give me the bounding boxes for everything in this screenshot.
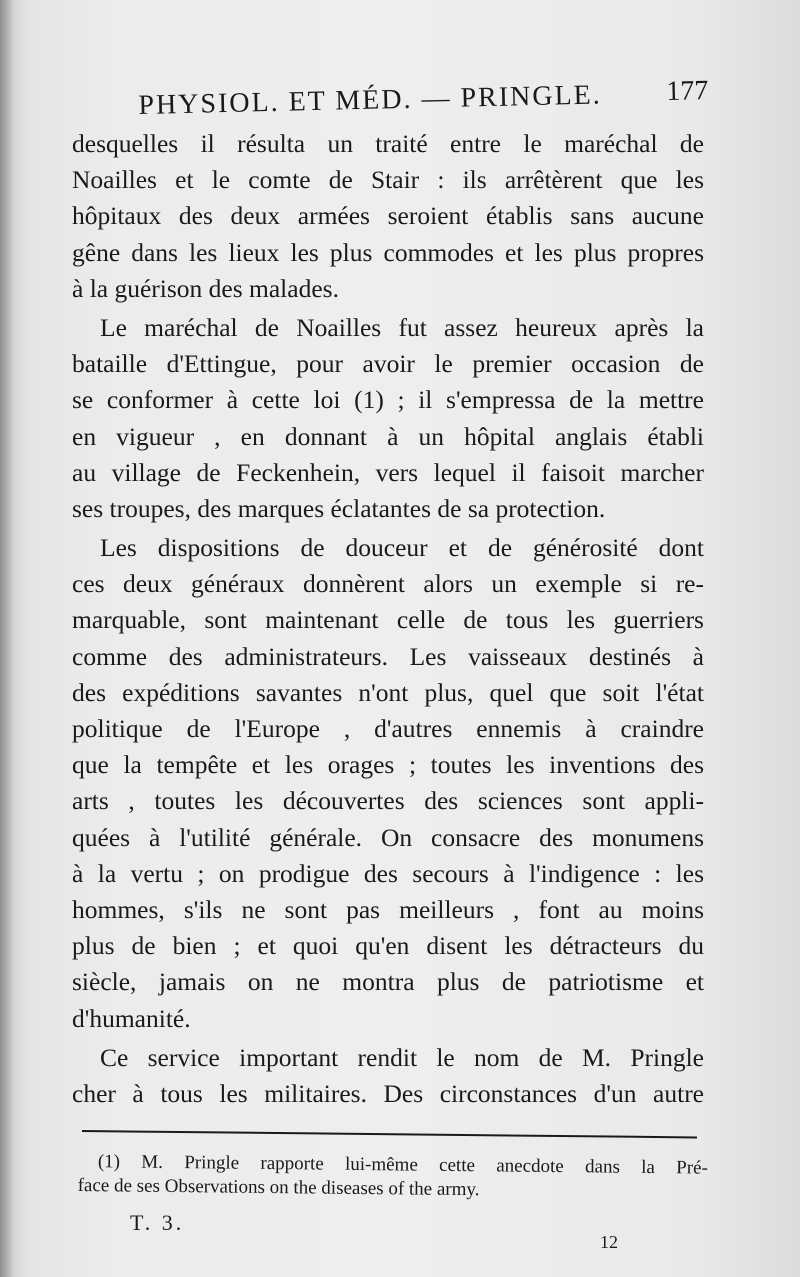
binding-shadow — [0, 0, 14, 1277]
text-line: se conformer à cette loi (1) ; il s'empressa de la mettre — [72, 385, 704, 415]
bottom-number: 12 — [600, 1232, 618, 1252]
footnotes — [77, 1150, 707, 1205]
text-line: en vigueur , en donnant à un hôpital anglais établi — [72, 421, 704, 451]
text-line: ces deux généraux donnèrent alors un exemple si re- — [72, 569, 704, 599]
text-line: bataille d'Ettingue, pour avoir le premier occasion de — [72, 349, 704, 379]
text-line: d'humanité. — [72, 1003, 191, 1033]
footnote-line: (1) M. Pringle rapporte lui-même cette anecdote dans la Pré- — [97, 1151, 708, 1179]
footnote-rule — [82, 1130, 697, 1138]
text-line: siècle, jamais on ne montra plus de patriotisme et — [72, 967, 704, 997]
text-line: ses troupes, des marques éclatantes de sa protection. — [72, 493, 606, 523]
text-line: des expéditions savantes n'ont plus, quel que soit l'état — [72, 677, 704, 707]
text-line: Le maréchal de Noailles fut assez heureux après la — [100, 312, 704, 342]
text-line: comme des administrateurs. Les vaisseaux destinés à — [72, 641, 704, 671]
text-line: Ce service important rendit le nom de M. Pringle — [100, 1042, 704, 1072]
signature-mark: T. 3. — [130, 1210, 185, 1235]
footnote-line: face de ses Observations on the diseases of the army. — [77, 1174, 480, 1201]
text-line: hôpitaux des deux armées seroient établis sans aucune — [72, 201, 704, 231]
text-line: hommes, s'ils ne sont pas meilleurs , font au moins — [72, 894, 704, 924]
text-line: arts , toutes les découvertes des sciences sont appli- — [72, 786, 704, 816]
text-line: gêne dans les lieux les plus commodes et les plus propres — [72, 237, 704, 267]
text-line: quées à l'utilité générale. On consacre des monumens — [72, 822, 704, 852]
text-line: que la tempête et les orages ; toutes les inventions des — [72, 750, 704, 780]
text-line: Noailles et le comte de Stair : ils arrêtèrent que les — [72, 165, 704, 195]
text-line: plus de bien ; et quoi qu'en disent les détracteurs du — [72, 931, 704, 961]
text-line: desquelles il résulta un traité entre le maréchal de — [72, 129, 704, 158]
running-head-title: PHYSIOL. ET MÉD. — PRINGLE. — [138, 79, 603, 121]
text-line: marquable, sont maintenant celle de tous les guerriers — [72, 605, 704, 635]
text-line: à la vertu ; on prodigue des secours à l'indigence : les — [72, 858, 704, 888]
text-line: au village de Feckenhein, vers lequel il faisoit marcher — [72, 457, 704, 487]
running-head — [138, 73, 709, 126]
page-number: 177 — [665, 75, 709, 108]
text-line: politique de l'Europe , d'autres ennemis à craindre — [72, 714, 704, 743]
text-line: Les dispositions de douceur et de générosité dont — [100, 533, 704, 563]
body-text — [72, 126, 704, 1112]
text-line: à la guérison des malades. — [72, 273, 339, 303]
text-line: cher à tous les militaires. Des circonstances d'un autre — [72, 1078, 704, 1108]
